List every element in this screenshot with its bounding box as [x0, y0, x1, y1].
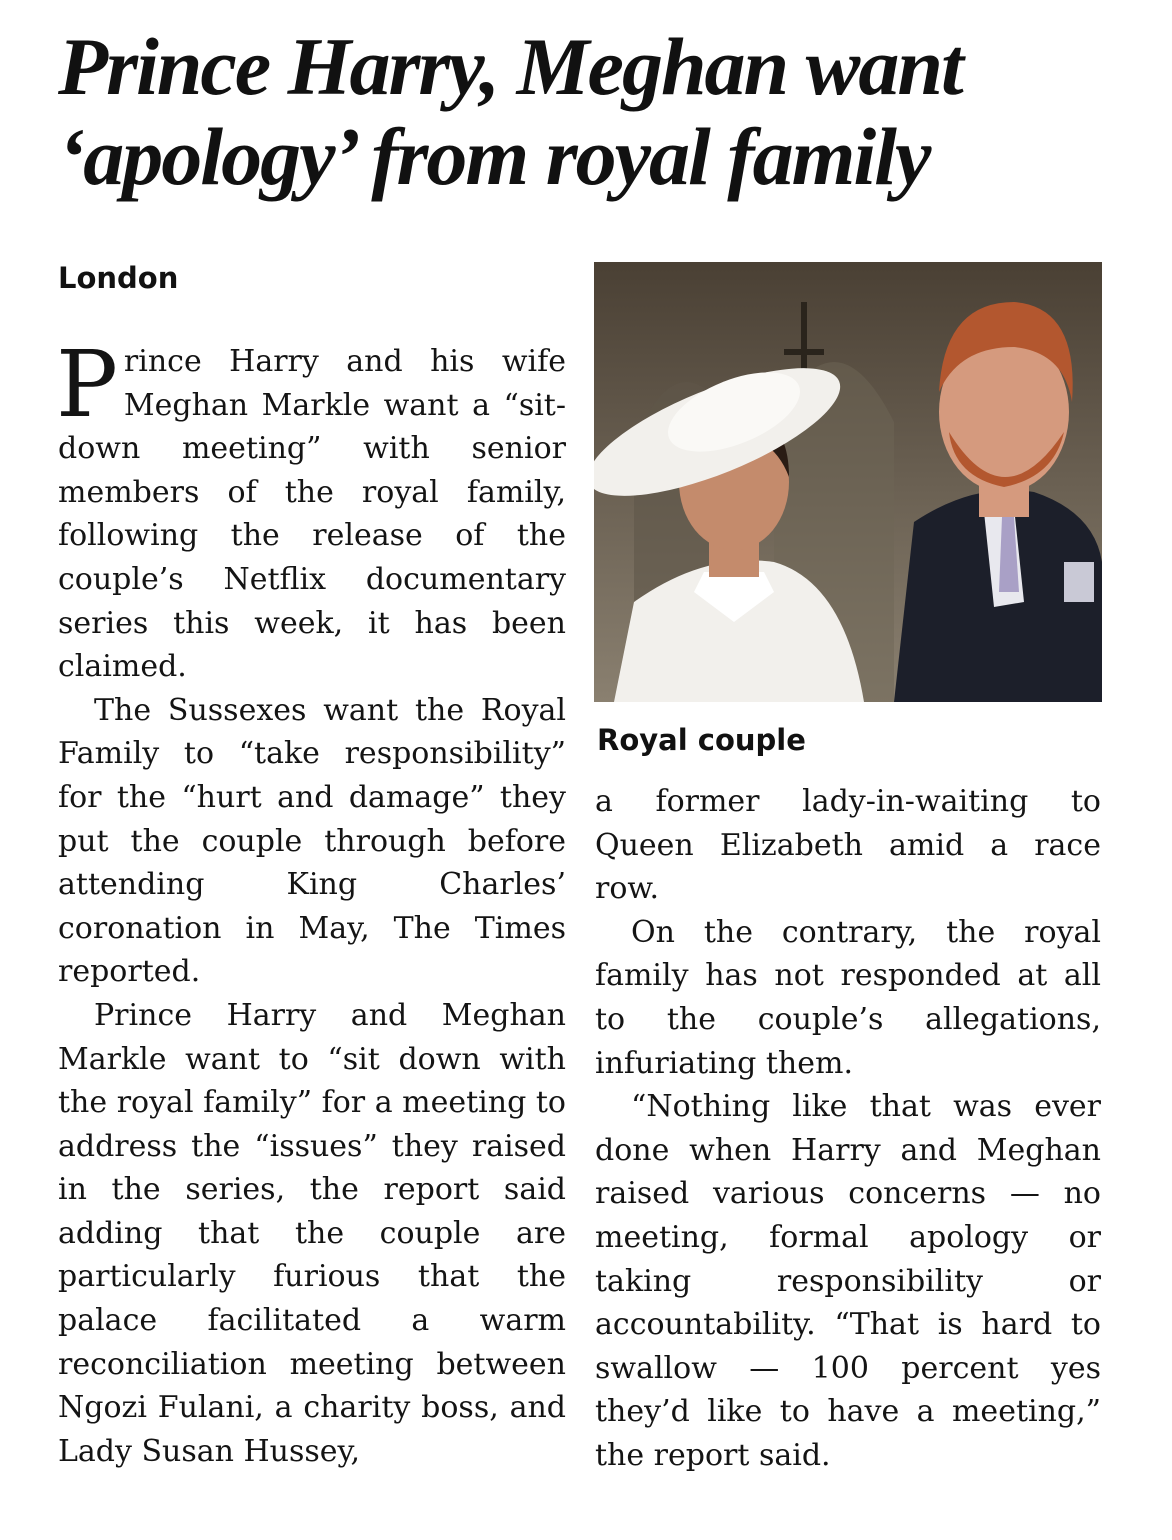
- paragraph-4: a former lady-in-waiting to Queen Elizabeth amid a race row.: [595, 784, 1101, 907]
- man-medals: [1064, 562, 1094, 602]
- paragraph-5: On the contrary, the royal family has not responded at all to the couple’s allegations, infuriating them.: [595, 914, 1101, 1081]
- article-column-left: [56, 331, 566, 1473]
- photo-caption: Royal couple: [597, 723, 806, 757]
- headline-line-2: ‘apology’ from royal family: [58, 111, 930, 202]
- article-column-right: [595, 780, 1101, 1478]
- photo-illustration: [594, 262, 1102, 702]
- royal-couple-photo: [594, 262, 1102, 702]
- paragraph-1: Prince Harry and his wife Meghan Markle want a “sit-down meeting” with senior members of the royal family, following the release of the couple’s Netflix documentary series this week, it has been claimed.: [56, 331, 566, 685]
- paragraph-2: The Sussexes want the Royal Family to “take responsibility” for the “hurt and damage” they put the couple through before attending King Charles’ coronation in May, The Times reported.: [58, 692, 566, 990]
- headline: [58, 22, 1138, 202]
- dateline: London: [58, 261, 179, 295]
- paragraph-6: “Nothing like that was ever done when Harry and Meghan raised various concerns — no meeting, formal apology or taking responsibility or accountability. “That is hard to swallow — 100 percent yes they’d like to have a meeting,” the report said.: [595, 1089, 1101, 1473]
- headline-line-1: Prince Harry, Meghan want: [58, 21, 962, 112]
- paragraph-3: Prince Harry and Meghan Markle want to “sit down with the royal family” for a meeting to address the “issues” they raised in the series, the report said adding that the couple are particularly furious that the palace facilitated a warm reconciliation meeting between Ngozi Fulani, a charity boss, and Lady Susan Hussey,: [58, 997, 566, 1469]
